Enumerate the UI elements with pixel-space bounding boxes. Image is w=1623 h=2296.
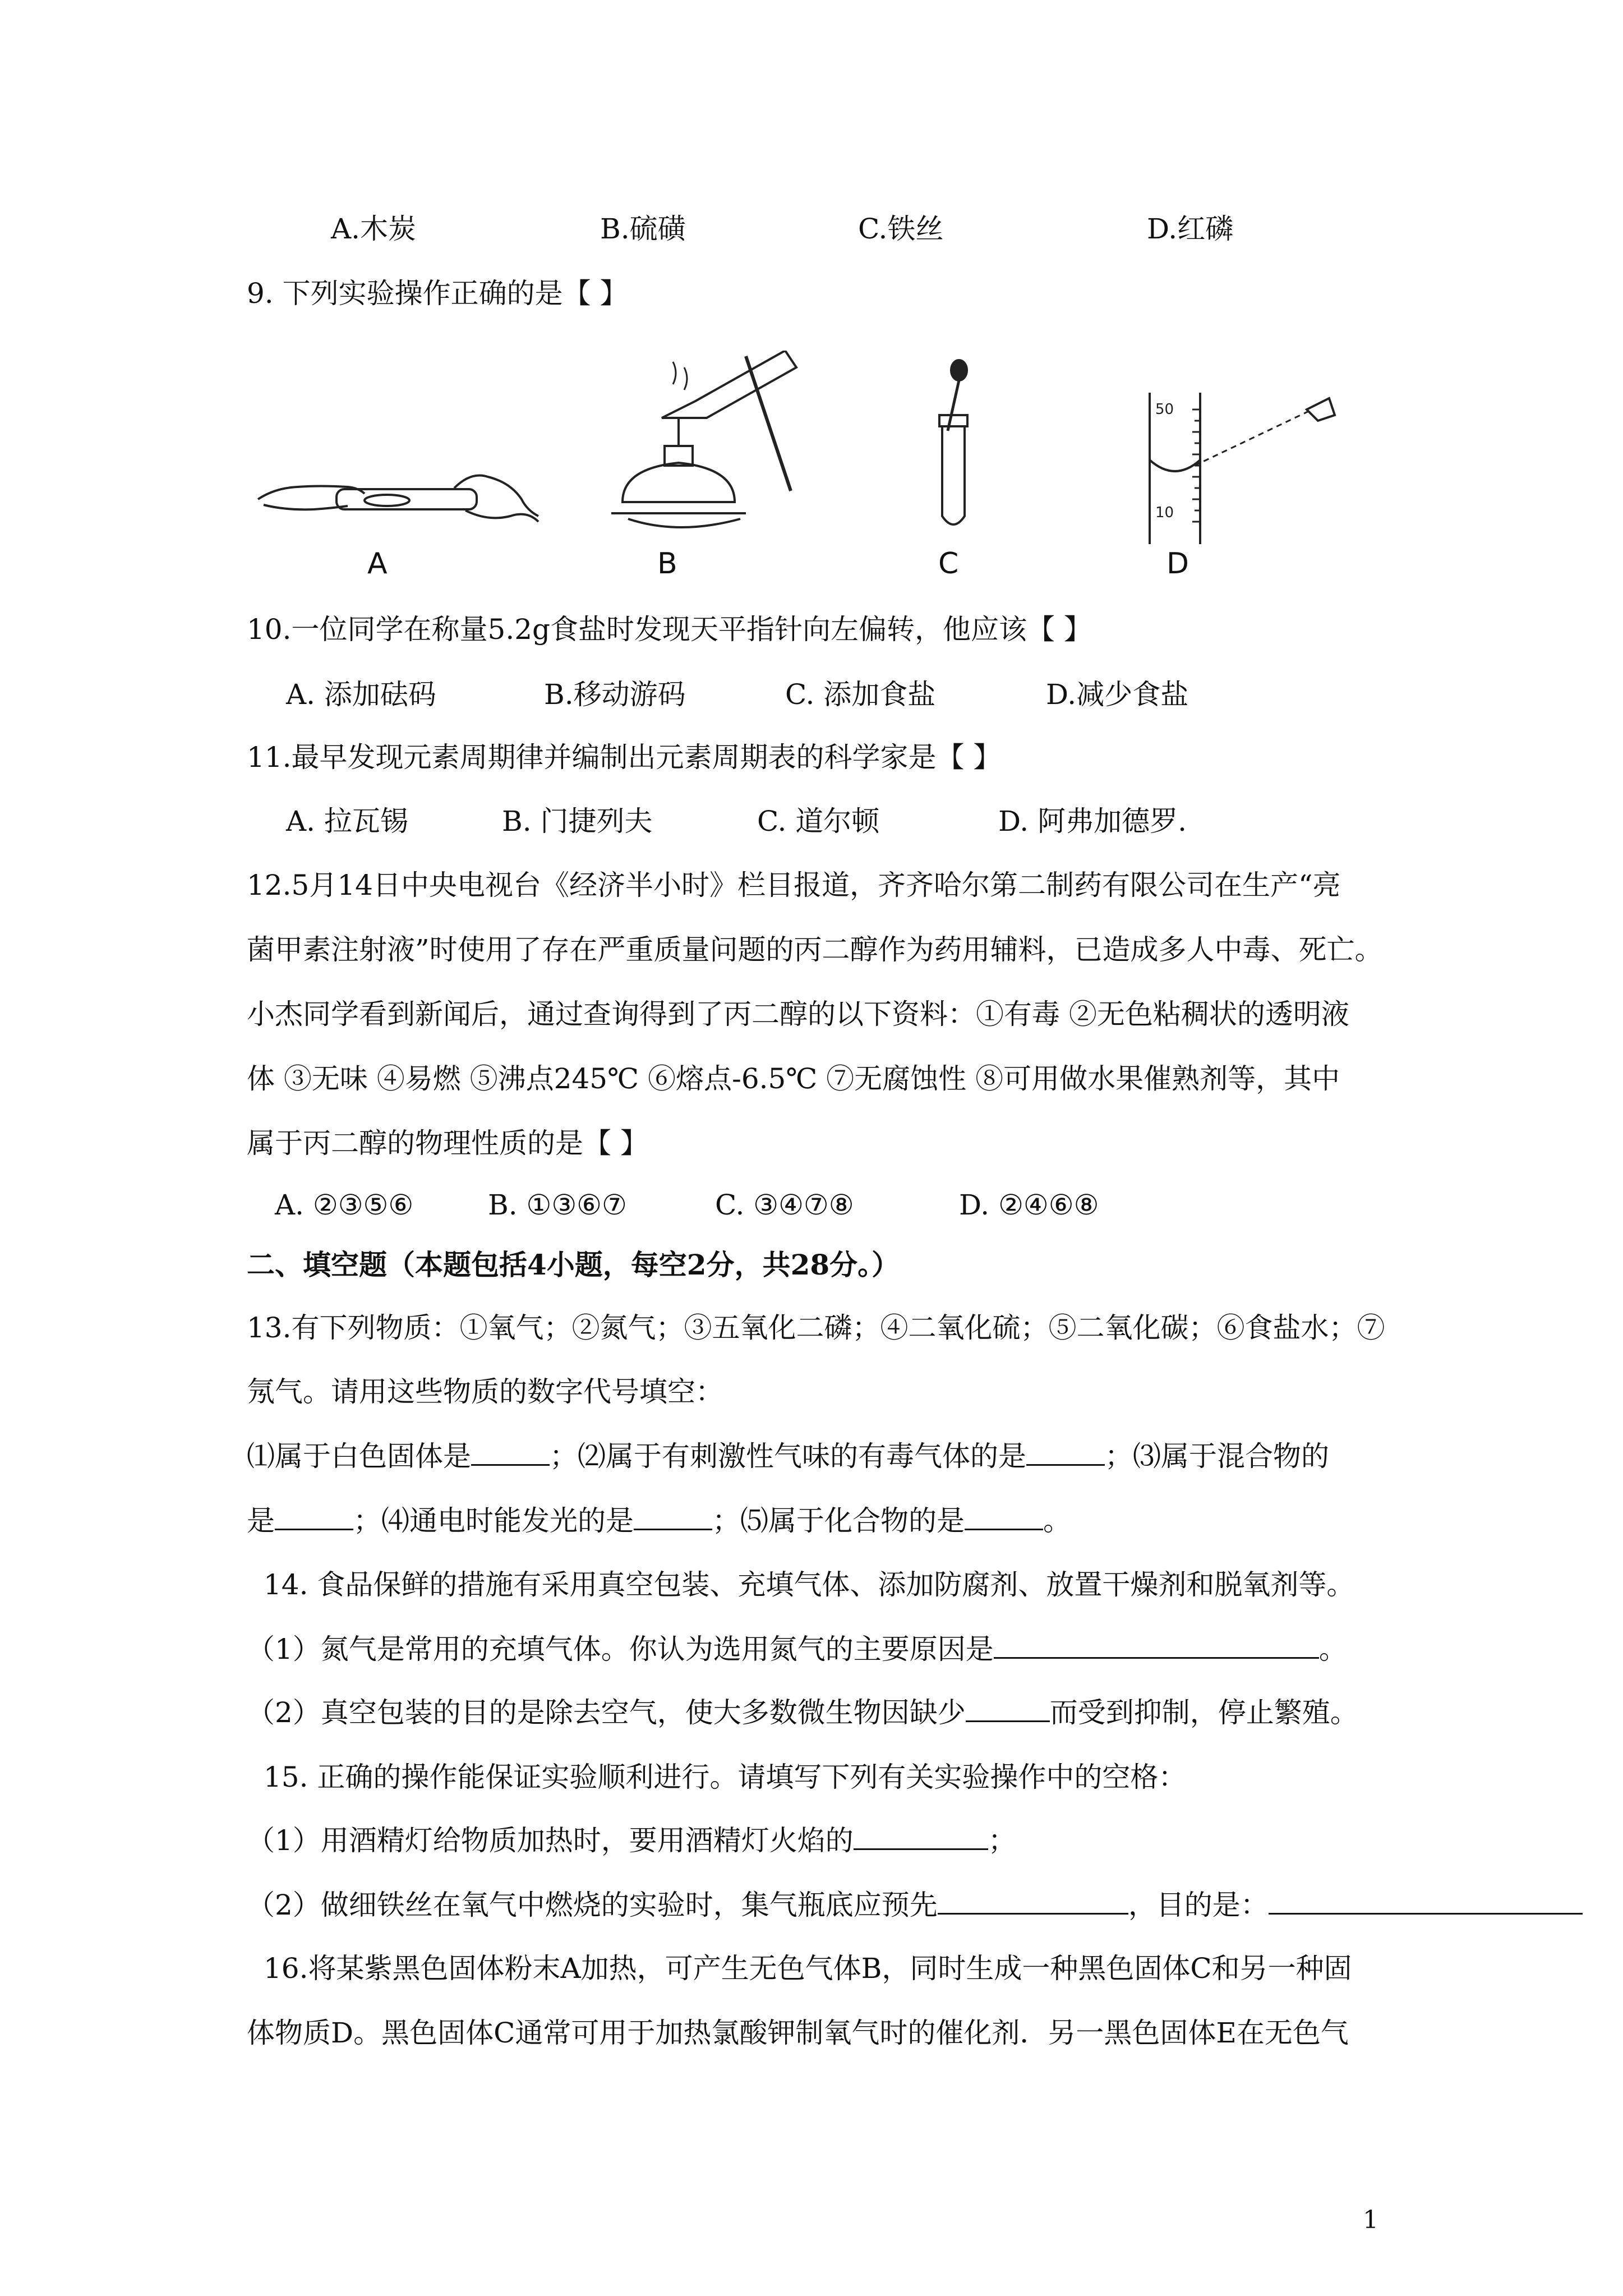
q13-part-6: ；⑸属于化合物的是 [712, 1504, 965, 1537]
q12-option-d: D. ②④⑥⑧ [959, 1189, 1099, 1221]
q11-option-c: C. 道尔顿 [757, 805, 880, 838]
q10-option-b: B.移动游码 [544, 678, 686, 711]
q8-option-b: B.硫磺 [600, 213, 686, 245]
q10-option-c: C. 添加食盐 [785, 678, 936, 711]
q13-part-1: ⑴属于白色固体是 [247, 1440, 471, 1473]
q12-line-1: 12.5月14日中央电视台《经济半小时》栏目报道，齐齐哈尔第二制药有限公司在生产“亮 [247, 869, 1341, 901]
q12-option-b: B. ①③⑥⑦ [488, 1189, 627, 1221]
figure-b-alcohol-lamp-icon [606, 351, 808, 541]
answer-blank-6[interactable] [994, 1632, 1319, 1659]
q14-sub-2-text: （2）真空包装的目的是除去空气，使大多数微生物因缺少 [247, 1696, 966, 1729]
figure-c-dropper-tube-icon [920, 359, 987, 533]
q8-option-d: D.红磷 [1147, 213, 1234, 245]
q16-line-1: 16.将某紫黑色固体粉末A加热，可产生无色气体B，同时生成一种黑色固体C和另一种固 [264, 1952, 1352, 1985]
cylinder-mark-50: 50 [1155, 401, 1174, 418]
figure-label-a: A [367, 547, 388, 581]
q13-line-4 [247, 1504, 1071, 1538]
q12-line-5: 属于丙二醇的物理性质的是【 】 [247, 1127, 648, 1159]
q12-line-2: 菌甲素注射液”时使用了存在严重质量问题的丙二醇作为药用辅料，已造成多人中毒、死亡。 [247, 933, 1383, 966]
q11-option-b: B. 门捷列夫 [502, 805, 653, 838]
q10-stem: 10.一位同学在称量5.2g食盐时发现天平指针向左偏转，他应该【 】 [247, 613, 1092, 646]
figure-label-d: D [1166, 547, 1189, 581]
section-2-title: 二、填空题（本题包括4小题，每空2分，共28分。） [247, 1248, 900, 1281]
cylinder-mark-10: 10 [1155, 504, 1174, 521]
q13-line-3 [247, 1439, 1329, 1473]
q13-part-2: ；⑵属于有刺激性气味的有毒气体的是 [550, 1440, 1026, 1473]
answer-blank-1[interactable] [471, 1439, 550, 1466]
q14-sub-2-end: 而受到抑制，停止繁殖。 [1049, 1696, 1358, 1729]
q10-option-d: D.减少食盐 [1046, 678, 1189, 711]
figure-a-horizontal-tube-icon [252, 449, 544, 550]
answer-blank-3[interactable] [275, 1504, 353, 1530]
q14-sub-2 [247, 1696, 1358, 1729]
q8-option-a: A.木炭 [331, 213, 417, 245]
q12-option-a: A. ②③⑤⑥ [275, 1189, 414, 1221]
answer-blank-7[interactable] [966, 1696, 1050, 1722]
q14-sub-1-end: 。 [1318, 1633, 1347, 1665]
q15-stem: 15. 正确的操作能保证实验顺利进行。请填写下列有关实验操作中的空格： [264, 1761, 1187, 1793]
answer-blank-10[interactable] [1269, 1888, 1583, 1915]
figure-label-b: B [657, 547, 677, 581]
q9-stem: 9. 下列实验操作正确的是【 】 [247, 277, 628, 310]
q13-part-7: 。 [1043, 1504, 1071, 1537]
q12-option-c: C. ③④⑦⑧ [715, 1189, 854, 1221]
q16-line-2: 体物质D。黑色固体C通常可用于加热氯酸钾制氧气时的催化剂．另一黑色固体E在无色气 [247, 2017, 1349, 2049]
q15-sub-2 [247, 1888, 1583, 1922]
q12-line-3: 小杰同学看到新闻后，通过查询得到了丙二醇的以下资料：①有毒 ②无色粘稠状的透明液 [247, 998, 1349, 1030]
answer-blank-2[interactable] [1026, 1439, 1105, 1466]
q14-stem: 14. 食品保鲜的措施有采用真空包装、充填气体、添加防腐剂、放置干燥剂和脱氧剂等。 [264, 1568, 1355, 1601]
q13-line-1: 13.有下列物质：①氧气；②氮气；③五氧化二磷；④二氧化硫；⑤二氧化碳；⑥食盐水；⑦ [247, 1312, 1385, 1344]
q15-sub-2-text: （2）做细铁丝在氧气中燃烧的实验时，集气瓶底应预先 [247, 1889, 938, 1921]
q11-stem: 11.最早发现元素周期律并编制出元素周期表的科学家是【 】 [247, 741, 1002, 774]
figure-d-graduated-cylinder-icon [1138, 387, 1346, 555]
q13-line-2: 氖气。请用这些物质的数字代号填空： [247, 1375, 723, 1408]
q10-option-a: A. 添加砝码 [286, 678, 436, 711]
answer-blank-8[interactable] [854, 1824, 988, 1850]
q14-sub-1-text: （1）氮气是常用的充填气体。你认为选用氮气的主要原因是 [247, 1633, 994, 1665]
q13-part-3: ；⑶属于混合物的 [1105, 1440, 1329, 1473]
q11-option-d: D. 阿弗加德罗. [998, 805, 1187, 838]
q13-part-4: 是 [247, 1504, 275, 1537]
q14-sub-1 [247, 1632, 1347, 1666]
q15-sub-1 [247, 1824, 1016, 1857]
q13-part-5: ；⑷通电时能发光的是 [353, 1504, 634, 1537]
q8-option-c: C.铁丝 [858, 213, 944, 245]
answer-blank-9[interactable] [938, 1888, 1128, 1915]
figure-label-c: C [938, 547, 959, 581]
q15-sub-2-end: ，目的是： [1128, 1889, 1269, 1921]
q15-sub-1-end: ； [988, 1824, 1016, 1857]
page-number: 1 [1363, 2206, 1378, 2234]
q11-option-a: A. 拉瓦锡 [286, 805, 408, 838]
answer-blank-5[interactable] [965, 1504, 1043, 1530]
q12-line-4: 体 ③无味 ④易燃 ⑤沸点245℃ ⑥熔点-6.5℃ ⑦无腐蚀性 ⑧可用做水果催熟剂等，其中 [247, 1062, 1340, 1095]
q15-sub-1-text: （1）用酒精灯给物质加热时，要用酒精灯火焰的 [247, 1824, 854, 1857]
answer-blank-4[interactable] [634, 1504, 712, 1530]
